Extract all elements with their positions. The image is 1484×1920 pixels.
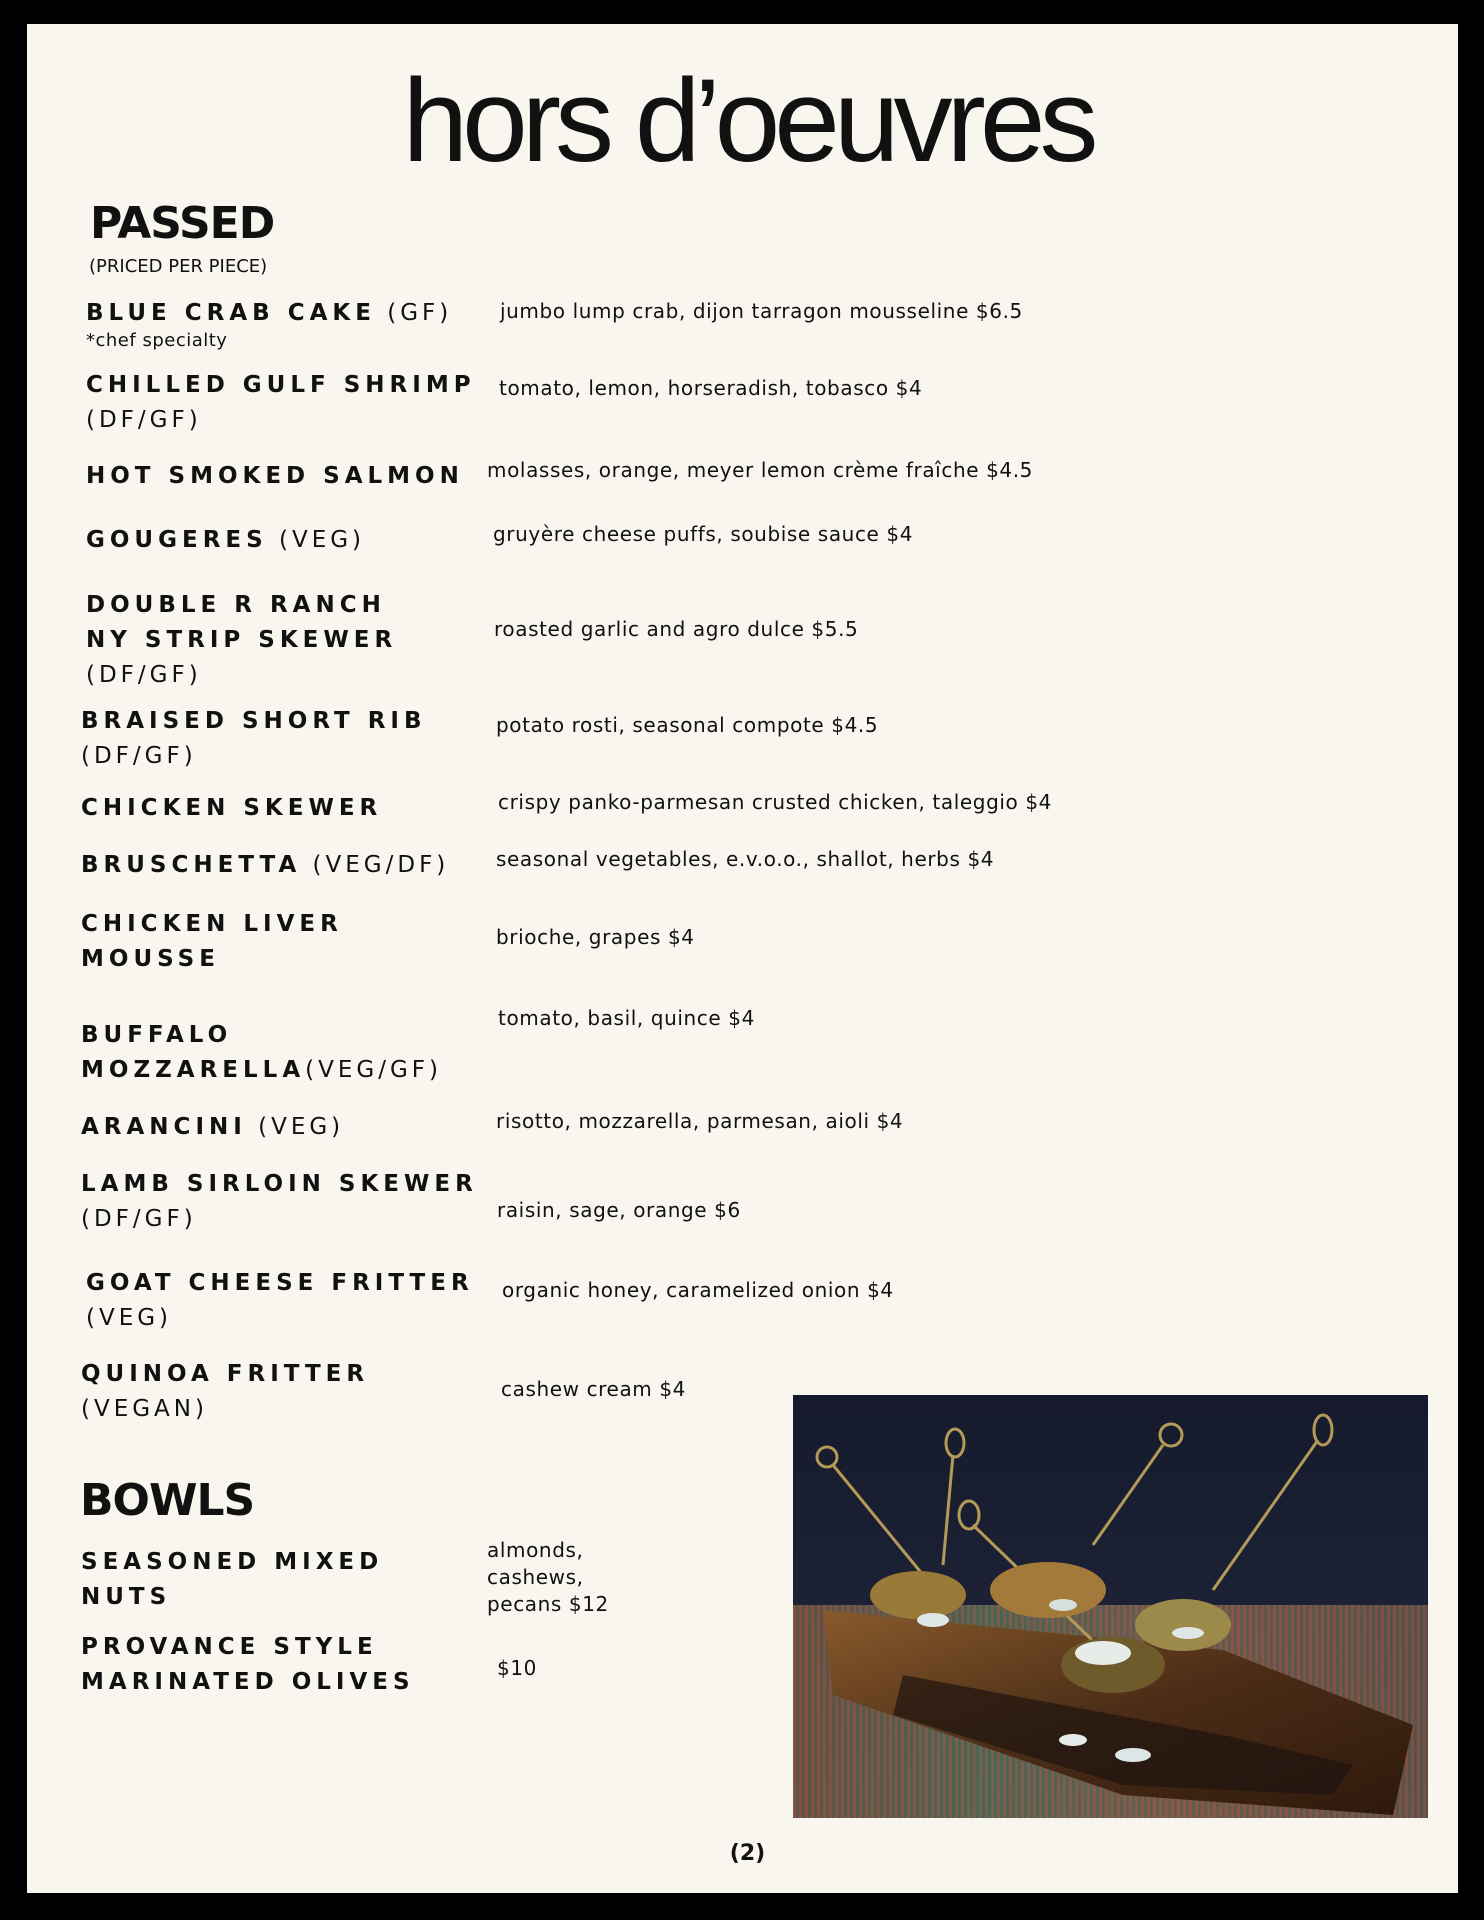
menu-item-description: brioche, grapes $4	[496, 925, 695, 949]
section-subheading-passed: (PRICED PER PIECE)	[89, 256, 268, 277]
menu-item-name: BLUE CRAB CAKE (GF) *chef specialty	[86, 296, 506, 351]
menu-item-description: roasted garlic and agro dulce $5.5	[494, 617, 859, 641]
section-heading-bowls: BOWLS	[80, 1475, 255, 1526]
menu-item-name: DOUBLE R RANCH NY STRIP SKEWER (DF/GF)	[86, 592, 398, 688]
section-heading-passed: PASSED	[90, 198, 275, 249]
menu-item-name: LAMB SIRLOIN SKEWER (DF/GF)	[81, 1171, 478, 1232]
chef-specialty-note: *chef specialty	[86, 330, 228, 351]
menu-item-description: gruyère cheese puffs, soubise sauce $4	[493, 522, 914, 546]
menu-item-description: crispy panko-parmesan crusted chicken, taleggio $4	[498, 790, 1052, 814]
menu-item-description: tomato, basil, quince $4	[498, 1006, 755, 1030]
food-photo	[793, 1395, 1428, 1818]
menu-item-description: jumbo lump crab, dijon tarragon mousseline $6.5	[500, 299, 1023, 323]
menu-page	[27, 24, 1458, 1893]
menu-item-name: HOT SMOKED SALMON	[86, 463, 464, 489]
food-photo-icon	[793, 1395, 1428, 1818]
menu-item-description: $10	[497, 1656, 537, 1680]
menu-item-description: organic honey, caramelized onion $4	[502, 1278, 894, 1302]
page-number: (2)	[729, 1841, 766, 1866]
menu-item-name: CHILLED GULF SHRIMP (DF/GF)	[86, 372, 476, 433]
menu-item-name: QUINOA FRITTER (VEGAN)	[81, 1361, 370, 1422]
menu-item-description: raisin, sage, orange $6	[497, 1198, 741, 1222]
menu-item-name: SEASONED MIXED NUTS	[81, 1549, 384, 1610]
menu-item-description: seasonal vegetables, e.v.o.o., shallot, herbs $4	[496, 847, 995, 871]
menu-item-description: tomato, lemon, horseradish, tobasco $4	[499, 376, 923, 400]
menu-item-name: BRUSCHETTA (VEG/DF)	[81, 852, 450, 878]
menu-item-name: PROVANCE STYLE MARINATED OLIVES	[81, 1634, 415, 1695]
menu-item-description: cashew cream $4	[501, 1377, 686, 1401]
menu-item-description: potato rosti, seasonal compote $4.5	[496, 713, 879, 737]
menu-item-name: GOAT CHEESE FRITTER (VEG)	[86, 1270, 474, 1331]
menu-item-name: GOUGERES (VEG)	[86, 527, 366, 553]
menu-item-name: BRAISED SHORT RIB (DF/GF)	[81, 708, 427, 769]
page-title: hors d’oeuvres	[402, 55, 1093, 187]
menu-item-description: almonds, cashews, pecans $12	[487, 1538, 609, 1616]
menu-item-name: CHICKEN SKEWER	[81, 795, 383, 821]
menu-item-name: ARANCINI (VEG)	[81, 1114, 345, 1140]
menu-item-name: BUFFALO MOZZARELLA(VEG/GF)	[81, 1022, 442, 1083]
menu-item-description: molasses, orange, meyer lemon crème fraîche $4.5	[487, 458, 1034, 482]
menu-item-name: CHICKEN LIVER MOUSSE	[81, 911, 343, 972]
menu-item-description: risotto, mozzarella, parmesan, aioli $4	[496, 1109, 904, 1133]
